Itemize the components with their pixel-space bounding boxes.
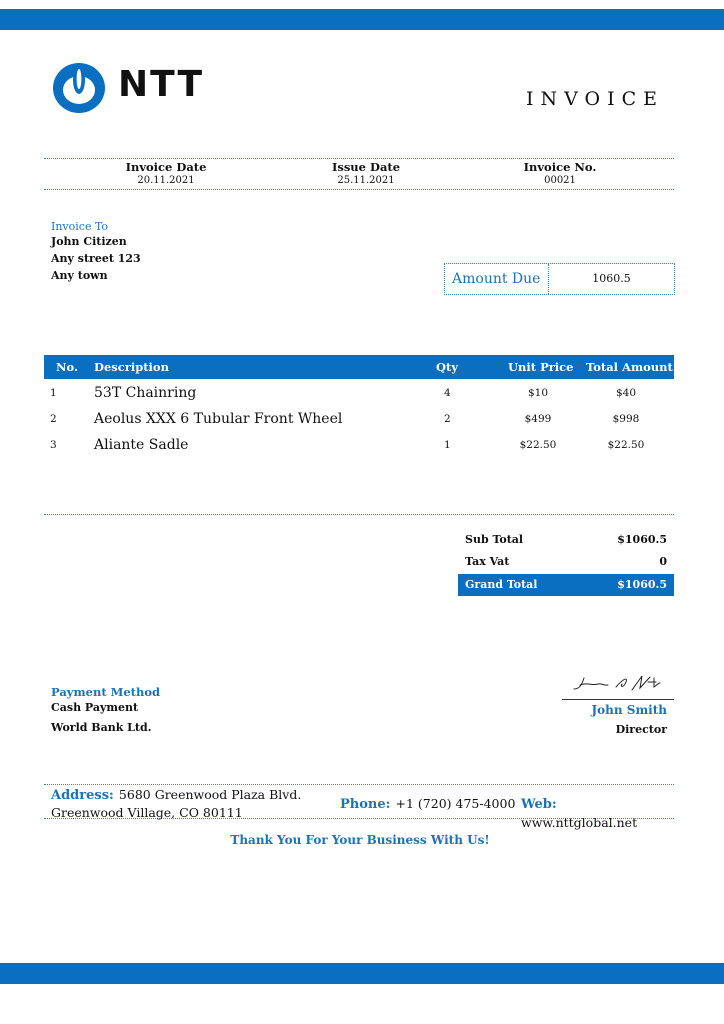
row-total: $22.50: [607, 439, 645, 451]
invoice-meta-strip: [44, 158, 674, 190]
row-description: Aliante Sadle: [94, 437, 189, 453]
web-link[interactable]: www.nttglobal.net: [521, 815, 638, 830]
grand-total-label: Grand Total: [465, 578, 538, 591]
signature-icon: [570, 674, 666, 694]
invoice-date-value: 20.11.2021: [137, 175, 195, 186]
row-number: 3: [50, 439, 57, 451]
invoice-to-line: John Citizen: [51, 235, 127, 248]
invoice-number-label: Invoice No.: [523, 160, 597, 174]
row-unit-price: $499: [524, 413, 552, 425]
row-total: $998: [612, 413, 640, 425]
table-row: [44, 432, 674, 458]
phone-label: Phone:: [340, 797, 391, 812]
column-header-description: Description: [94, 360, 169, 374]
invoice-date-block: [106, 159, 226, 186]
column-header-unit-price: Unit Price: [508, 360, 574, 374]
invoice-to-line: Any town: [51, 269, 108, 282]
amount-due-label: Amount Due: [445, 264, 549, 294]
column-header-total-amount: Total Amount: [586, 360, 673, 374]
grand-total-row: [458, 574, 674, 596]
items-table-header: [44, 355, 674, 379]
invoice-number-block: [500, 159, 620, 186]
row-number: 2: [50, 413, 57, 425]
bottom-accent-bar: [0, 963, 724, 984]
signature-line: [562, 699, 674, 700]
amount-due-value: 1060.5: [592, 272, 631, 285]
row-unit-price: $22.50: [519, 439, 557, 451]
amount-due-box: [444, 263, 675, 295]
invoice-date-label: Invoice Date: [125, 160, 207, 174]
signatory-name: John Smith: [591, 703, 667, 717]
table-divider: [44, 514, 674, 515]
table-row: [44, 406, 674, 432]
row-qty: 4: [444, 387, 451, 399]
row-number: 1: [50, 387, 57, 399]
payment-method-line: World Bank Ltd.: [51, 721, 152, 734]
tax-label: Tax Vat: [465, 555, 510, 568]
sub-total-label: Sub Total: [465, 533, 524, 546]
web-label: Web:: [521, 797, 557, 812]
invoice-to-line: Any street 123: [51, 252, 141, 265]
issue-date-value: 25.11.2021: [337, 175, 395, 186]
row-description: Aeolus XXX 6 Tubular Front Wheel: [94, 411, 343, 427]
tax-row: [458, 551, 674, 573]
column-header-qty: Qty: [436, 360, 459, 374]
phone-block: [340, 793, 515, 812]
table-row: [44, 380, 674, 406]
row-description: 53T Chainring: [94, 385, 197, 401]
issue-date-block: [306, 159, 426, 186]
invoice-title: INVOICE: [525, 88, 664, 110]
row-qty: 2: [444, 413, 451, 425]
payment-method-label: Payment Method: [51, 685, 161, 699]
invoice-number-value: 00021: [544, 175, 576, 186]
row-unit-price: $10: [527, 387, 549, 399]
sub-total-row: [458, 529, 674, 551]
contact-strip: [44, 784, 674, 830]
grand-total-value: $1060.5: [617, 578, 667, 591]
address-line-2: Greenwood Village, CO 80111: [51, 805, 243, 820]
row-total: $40: [615, 387, 637, 399]
issue-date-label: Issue Date: [331, 160, 401, 174]
sub-total-value: $1060.5: [617, 533, 667, 546]
signatory-role: Director: [615, 723, 667, 736]
company-logo-text: NTT: [118, 64, 205, 105]
address-block: [51, 786, 301, 821]
address-line-1: 5680 Greenwood Plaza Blvd.: [118, 787, 302, 802]
invoice-to-label: Invoice To: [51, 220, 109, 233]
ntt-logo-icon: [50, 58, 110, 118]
tax-value: 0: [659, 555, 667, 568]
web-block: [521, 793, 674, 831]
phone-value: +1 (720) 475-4000: [395, 796, 516, 811]
address-label: Address:: [51, 788, 114, 803]
column-header-no: No.: [56, 360, 78, 374]
thank-you-message: Thank You For Your Business With Us!: [230, 833, 490, 847]
row-qty: 1: [444, 439, 451, 451]
payment-method-line: Cash Payment: [51, 701, 139, 714]
top-accent-bar: [0, 9, 724, 30]
